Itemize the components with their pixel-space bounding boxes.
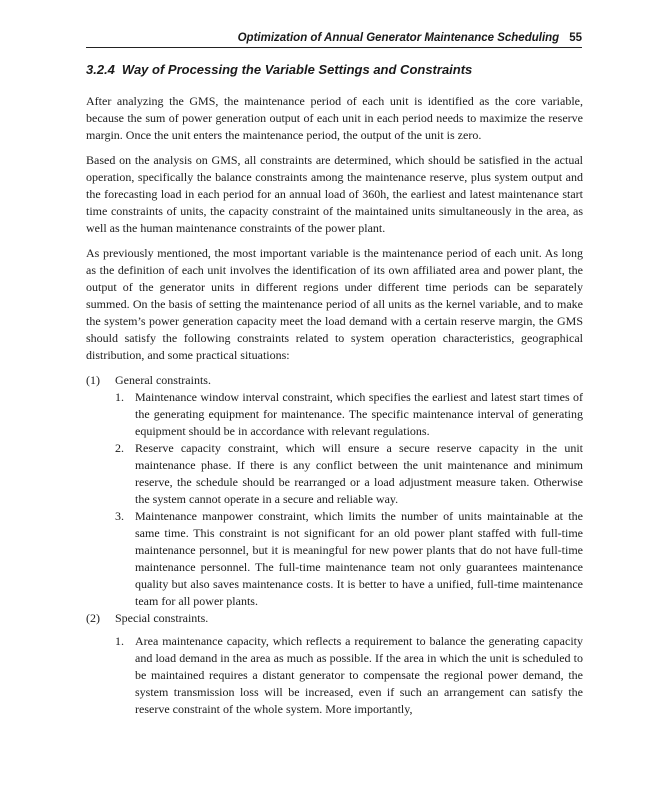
sub-list-item xyxy=(86,440,583,508)
section-title: Way of Processing the Variable Settings and Constraints xyxy=(121,62,473,77)
sub-list-marker: 3. xyxy=(115,509,124,523)
section-heading xyxy=(86,62,472,77)
running-header-title: Optimization of Annual Generator Maintenance Scheduling xyxy=(237,32,560,44)
paragraph: Based on the analysis on GMS, all constraints are determined, which should be satisfied in the actual operation, specifically the balance constraints among the maintenance reserve, plus system output and the forecasting load in each period for an annual load of 360h, the earliest and latest maintenance start time constraints of units, the capacity constraint of the maintained units simultaneously in the area, as well as the human maintenance constraints of the power plant. xyxy=(86,153,583,235)
running-header xyxy=(86,32,582,48)
list-item-general-constraints xyxy=(86,372,583,610)
list-heading: General constraints. xyxy=(115,373,211,387)
list-marker: (1) xyxy=(86,373,100,387)
section-number: 3.2.4 xyxy=(86,62,115,77)
paragraph: After analyzing the GMS, the maintenance period of each unit is identified as the core variable, because the sum of power generation output of each unit in each period needs to maximize the reserve margin. Once the unit enters the maintenance period, the output of the unit is zero. xyxy=(86,94,583,142)
sub-list-marker: 2. xyxy=(115,441,124,455)
sub-list-item xyxy=(86,508,583,610)
sub-list-marker: 1. xyxy=(115,390,124,404)
sub-list-item xyxy=(86,633,583,718)
sub-list-text: Maintenance window interval constraint, which specifies the earliest and latest start times of the generating equipment for maintenance. The specific maintenance interval of generating equipment should be in accordance with relevant regulations. xyxy=(135,390,583,438)
page-number: 55 xyxy=(569,32,582,44)
constraint-list xyxy=(86,372,583,718)
sub-list-text: Reserve capacity constraint, which will ensure a secure reserve capacity in the unit maintenance phase. If there is any conflict between the unit maintenance and minimum reserve, the schedule should be rearranged or a load adjustment measure taken. Otherwise the system cannot operate in a secure and reliable way. xyxy=(135,441,583,506)
sub-list-text: Maintenance manpower constraint, which limits the number of units maintainable at the same time. This constraint is not significant for an old power plant staffed with full-time maintenance personnel, but it is meaningful for new power plants that do not have full-time maintenance personnel. The full-time maintenance team not only guarantees maintenance quality but also saves maintenance costs. It is better to have a unified, full-time maintenance team for all power plants. xyxy=(135,509,583,608)
sub-list-marker: 1. xyxy=(115,634,124,648)
sub-list-text: Area maintenance capacity, which reflects a requirement to balance the generating capacity and load demand in the area as much as possible. If the area in which the unit is scheduled to be maintained requires a distant generator to compensate the regional power demand, the system transmission loss will be increased, even if such an arrangement can satisfy the reserve constraint of the whole system. More importantly, xyxy=(135,634,583,716)
list-marker: (2) xyxy=(86,611,100,625)
paragraph: As previously mentioned, the most important variable is the maintenance period of each unit. As long as the definition of each unit involves the identification of its own affiliated area and power plant, the output of the generator units in different regions under different time periods can be separately summed. On the basis of setting the maintenance period of all units as the kernel variable, and to make the system’s power generation capacity meet the load demand with a certain reserve margin, the GMS should satisfy the following constraints related to system operation characteristics, geographical distribution, and some practical situations: xyxy=(86,246,583,362)
list-item-special-constraints xyxy=(86,610,583,718)
list-heading: Special constraints. xyxy=(115,611,209,625)
sub-list-item xyxy=(86,389,583,440)
body-text xyxy=(86,93,583,718)
